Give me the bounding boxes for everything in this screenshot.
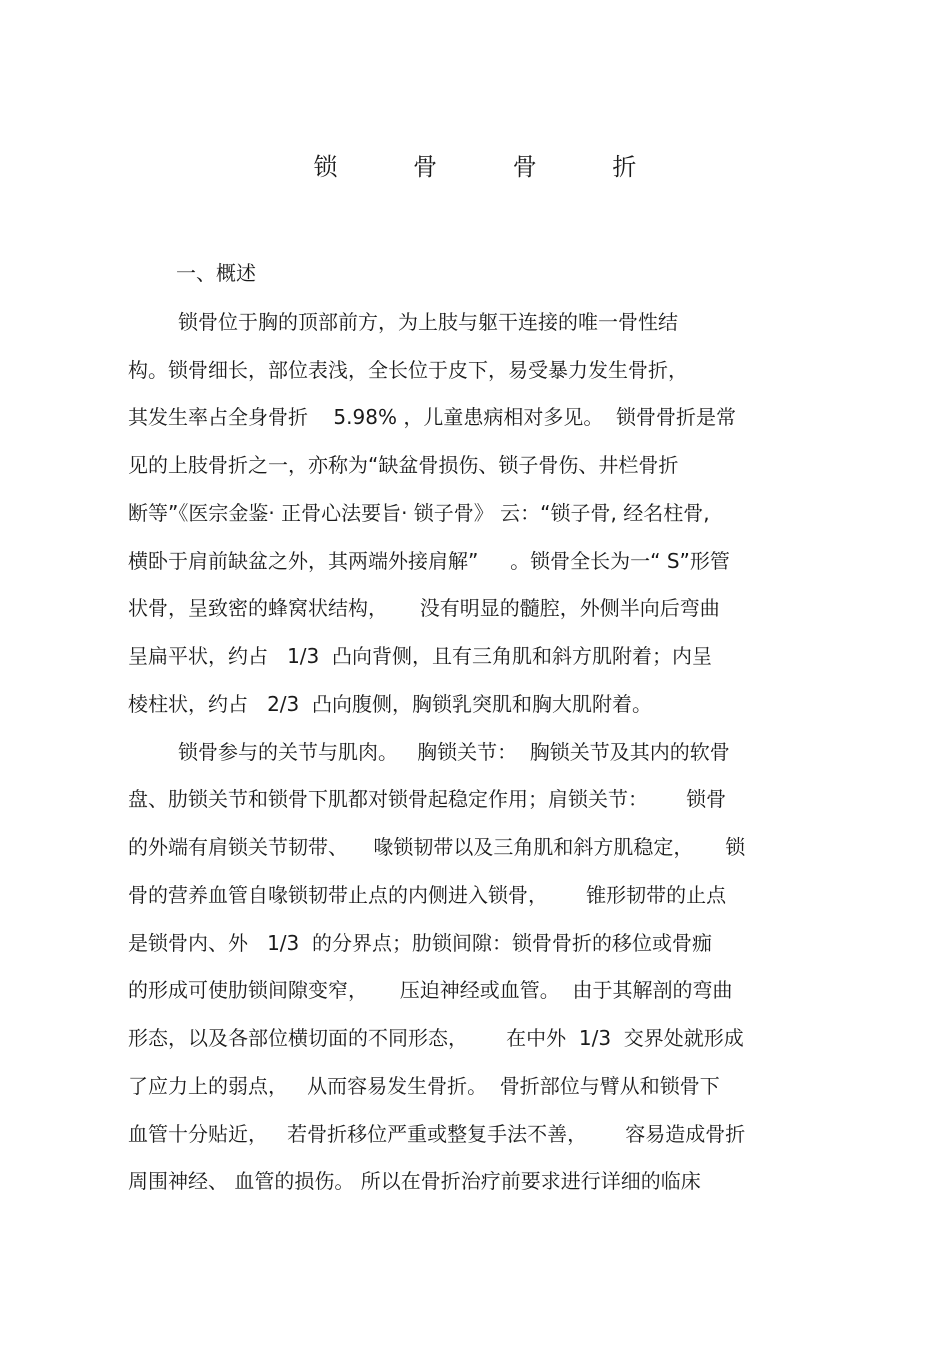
paragraph-line: 其发生率占全身骨折 5.98% ，儿童患病相对多见。 锁骨骨折是常 <box>128 405 737 429</box>
document-title: 锁 骨 骨 折 <box>313 153 671 181</box>
paragraph-line: 断等”《医宗金鉴· 正骨心法要旨· 锁子骨》 云：“锁子骨, 经名柱骨, <box>128 501 710 525</box>
paragraph-line: 的形成可使肋锁间隙变窄， 压迫神经或血管。 由于其解剖的弯曲 <box>128 978 733 1002</box>
paragraph-line: 血管十分贴近， 若骨折移位严重或整复手法不善， 容易造成骨折 <box>128 1122 746 1146</box>
section-heading: 一、概述 <box>176 261 256 285</box>
paragraph-line: 盘、肋锁关节和锁骨下肌都对锁骨起稳定作用；肩锁关节： 锁骨 <box>128 787 727 811</box>
paragraph-line: 横卧于肩前缺盆之外，其两端外接肩解” 。锁骨全长为一“ S”形管 <box>128 549 730 573</box>
paragraph-line: 的外端有肩锁关节韧带、 喙锁韧带以及三角肌和斜方肌稳定， 锁 <box>128 835 746 859</box>
paragraph-line: 锁骨参与的关节与肌肉。 胸锁关节： 胸锁关节及其内的软骨 <box>178 740 730 764</box>
paragraph-line: 周围神经、 血管的损伤。 所以在骨折治疗前要求进行详细的临床 <box>128 1169 701 1193</box>
paragraph-line: 骨的营养血管自喙锁韧带止点的内侧进入锁骨， 锥形韧带的止点 <box>128 883 727 907</box>
paragraph-line: 是锁骨内、外 1/3 的分界点；肋锁间隙：锁骨骨折的移位或骨痂 <box>128 931 712 955</box>
paragraph-line: 呈扁平状，约占 1/3 凸向背侧，且有三角肌和斜方肌附着；内呈 <box>128 644 712 668</box>
paragraph-line: 形态，以及各部位横切面的不同形态， 在中外 1/3 交界处就形成 <box>128 1026 744 1050</box>
paragraph-line: 状骨，呈致密的蜂窝状结构， 没有明显的髓腔，外侧半向后弯曲 <box>128 596 720 620</box>
paragraph-line: 锁骨位于胸的顶部前方，为上肢与躯干连接的唯一骨性结 <box>178 310 678 334</box>
paragraph-line: 构。锁骨细长，部位表浅，全长位于皮下，易受暴力发生骨折， <box>128 358 688 382</box>
paragraph-line: 棱柱状，约占 2/3 凸向腹侧，胸锁乳突肌和胸大肌附着。 <box>128 692 652 716</box>
paragraph-line: 了应力上的弱点， 从而容易发生骨折。 骨折部位与臂从和锁骨下 <box>128 1074 720 1098</box>
paragraph-line: 见的上肢骨折之一，亦称为“缺盆骨损伤、锁子骨伤、井栏骨折 <box>128 453 679 477</box>
